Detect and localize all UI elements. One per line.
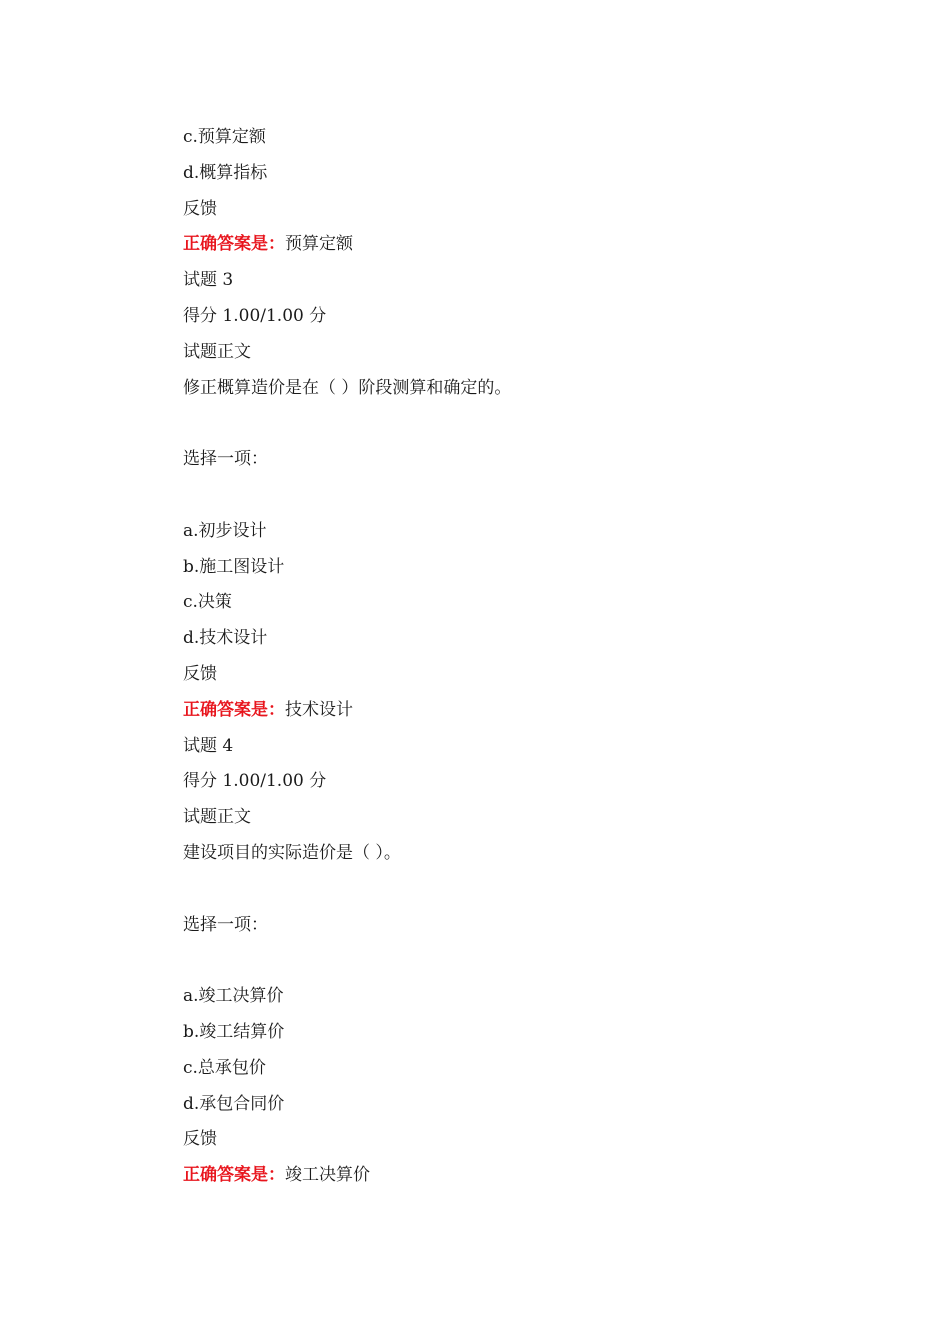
q3-answer-label: 正确答案是： <box>183 699 285 720</box>
q2-option-c: c.预算定额 <box>183 127 266 147</box>
q4-option-a: a.竣工决算价 <box>183 986 284 1007</box>
q4-answer-value: 竣工决算价 <box>285 1165 370 1186</box>
q3-answer-value: 技术设计 <box>285 699 353 720</box>
q4-body-label: 试题正文 <box>183 807 251 828</box>
q2-correct-answer <box>183 227 883 263</box>
q3-option-c: c.决策 <box>183 592 232 613</box>
q3-option-d: d.技术设计 <box>183 628 268 649</box>
q4-question-text: 建设项目的实际造价是（ ）。 <box>183 842 401 863</box>
quiz-review-document <box>183 120 883 1194</box>
q4-choose-prompt: 选择一项： <box>183 914 268 935</box>
q4-option-c: c.总承包价 <box>183 1057 266 1078</box>
spacer <box>183 406 883 442</box>
q4-feedback-label: 反馈 <box>183 1129 217 1150</box>
q4-number: 试题 4 <box>183 735 234 756</box>
q4-correct-answer <box>183 1158 883 1194</box>
q3-choose-prompt: 选择一项： <box>183 449 268 470</box>
q3-number: 试题 3 <box>183 270 234 291</box>
q4-option-d: d.承包合同价 <box>183 1093 285 1114</box>
q3-option-a: a.初步设计 <box>183 520 267 541</box>
q4-answer-label: 正确答案是： <box>183 1165 285 1186</box>
q3-body-label: 试题正文 <box>183 341 251 362</box>
q2-answer-value: 预算定额 <box>285 234 353 255</box>
q2-answer-label: 正确答案是： <box>183 234 285 255</box>
q3-feedback-label: 反馈 <box>183 663 217 684</box>
spacer <box>183 943 883 979</box>
q3-option-b: b.施工图设计 <box>183 556 285 577</box>
q4-score: 得分 1.00/1.00 分 <box>183 771 327 792</box>
q2-feedback-label: 反馈 <box>183 198 217 219</box>
q3-score: 得分 1.00/1.00 分 <box>183 305 327 326</box>
spacer <box>183 872 883 908</box>
q2-option-d: d.概算指标 <box>183 162 268 183</box>
spacer <box>183 478 883 514</box>
q4-option-b: b.竣工结算价 <box>183 1021 285 1042</box>
q3-correct-answer <box>183 693 883 729</box>
q3-question-text: 修正概算造价是在（ ）阶段测算和确定的。 <box>183 377 512 398</box>
